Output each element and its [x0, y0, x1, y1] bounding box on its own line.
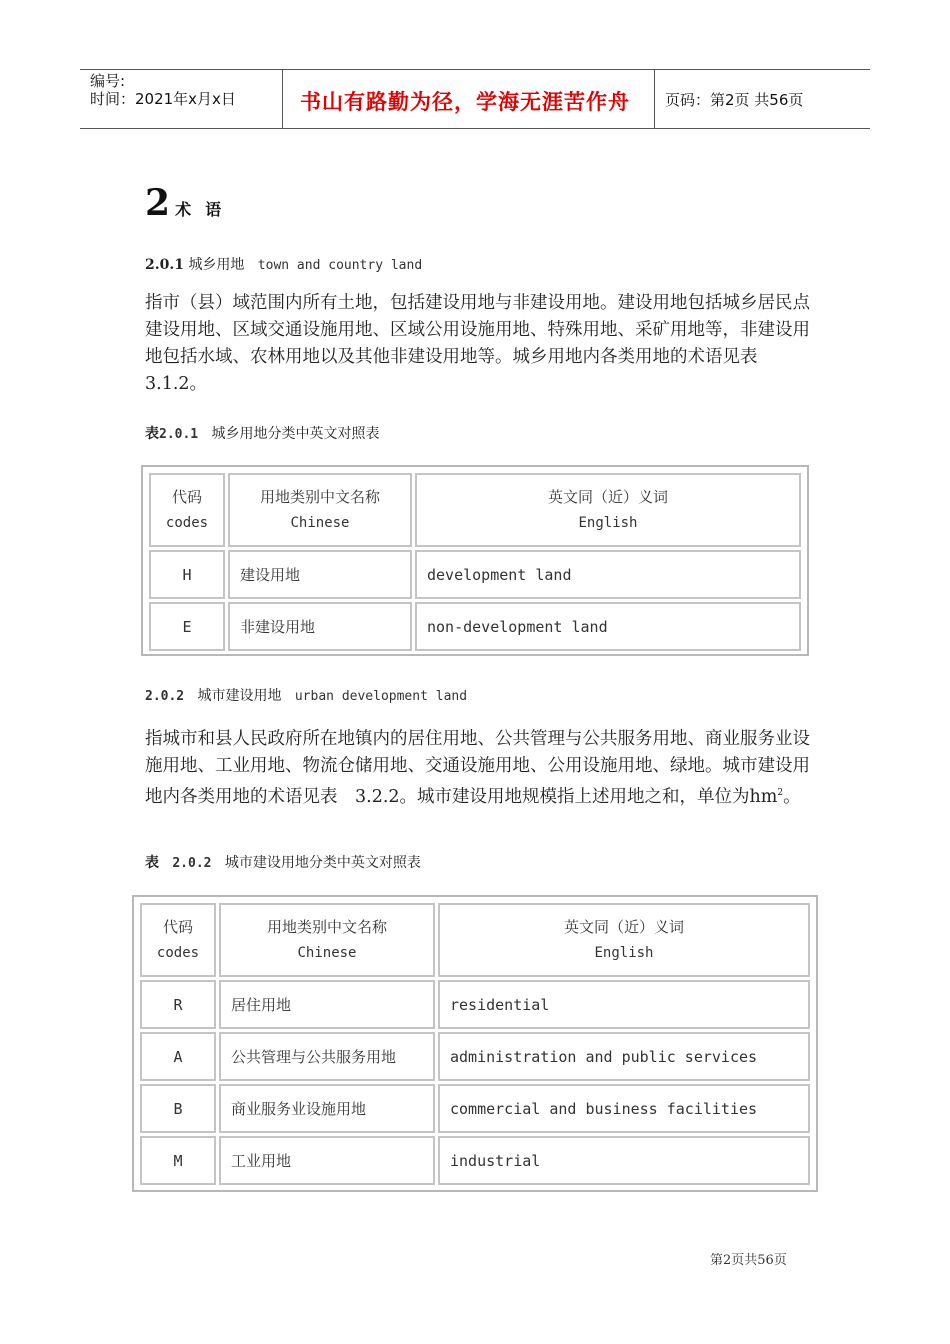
- table-2-0-2: [132, 895, 818, 1192]
- cell-cn: 建设用地: [228, 550, 412, 599]
- cell-code: R: [140, 980, 216, 1029]
- cell-code: M: [140, 1136, 216, 1185]
- cell-en: development land: [415, 550, 801, 599]
- cell-code: H: [149, 550, 225, 599]
- cell-en: commercial and business facilities: [438, 1084, 810, 1133]
- header-name-en: Chinese: [290, 515, 350, 531]
- header-cell-code: [140, 903, 216, 977]
- table-row: [140, 1032, 810, 1081]
- cell-cn: 工业用地: [219, 1136, 435, 1185]
- table-header-row: [149, 473, 801, 547]
- header-cell-synonym: [438, 903, 810, 977]
- header-number-label: 编号:: [90, 72, 126, 90]
- caption-id: 2.0.2: [172, 856, 212, 871]
- section-id: 2.0.1: [145, 257, 184, 273]
- table-row: [149, 602, 801, 651]
- table-grid: [137, 900, 813, 1188]
- cell-code: B: [140, 1084, 216, 1133]
- header-syn-en: English: [578, 515, 638, 531]
- cell-en: industrial: [438, 1136, 810, 1185]
- section-2-0-1-paragraph: 指市（县）域范围内所有土地，包括建设用地与非建设用地。建设用地包括城乡居民点建设用地、区域交通设施用地、区域公用设施用地、特殊用地、采矿用地等，非建设用地包括水域、农林用地以及其他非建设用地等。城乡用地内各类用地的术语见表3.1.2。: [145, 293, 810, 394]
- table-header-row: [140, 903, 810, 977]
- header-divider-left: [282, 69, 283, 129]
- section-2-0-1-heading: [145, 254, 422, 274]
- table-2-0-2-caption: [145, 852, 421, 872]
- cell-en: administration and public services: [438, 1032, 810, 1081]
- header-page-info: 页码：第2页 共56页: [665, 91, 804, 109]
- section-2-0-2-paragraph: [145, 726, 815, 811]
- paragraph-end: 。: [783, 786, 801, 807]
- cell-en: residential: [438, 980, 810, 1029]
- cell-code: A: [140, 1032, 216, 1081]
- cell-cn: 居住用地: [219, 980, 435, 1029]
- header-name-cn: 用地类别中文名称: [259, 488, 380, 506]
- header-syn-cn: 英文同（近）义词: [563, 918, 684, 936]
- header-motto: 书山有路勤为径，学海无涯苦作舟: [300, 90, 630, 114]
- header-code-en: codes: [165, 515, 209, 531]
- header-cell-synonym: [415, 473, 801, 547]
- cell-cn: 非建设用地: [228, 602, 412, 651]
- table-2-0-1-caption: [145, 423, 380, 443]
- section-title-cn: 城乡用地: [188, 257, 245, 273]
- section-title-cn: 城市建设用地: [197, 688, 282, 704]
- table-row: [149, 550, 801, 599]
- cell-code: E: [149, 602, 225, 651]
- caption-prefix: 表: [145, 855, 159, 871]
- footer-page-number: 第2页共56页: [710, 1253, 787, 1268]
- header-code-en: codes: [156, 945, 200, 961]
- cell-cn: 公共管理与公共服务用地: [219, 1032, 435, 1081]
- table-grid: [146, 470, 804, 654]
- header-code-cn: 代码: [171, 488, 202, 506]
- header-time: 时间：2021年x月x日: [90, 90, 236, 108]
- cell-cn: 商业服务业设施用地: [219, 1084, 435, 1133]
- caption-title: 城市建设用地分类中英文对照表: [224, 855, 421, 871]
- chapter-heading: [145, 182, 235, 224]
- header-syn-en: English: [594, 945, 654, 961]
- header-cell-code: [149, 473, 225, 547]
- table-row: [140, 1136, 810, 1185]
- paragraph-superscript: 2: [777, 788, 784, 798]
- header-syn-cn: 英文同（近）义词: [547, 488, 668, 506]
- section-id: 2.0.2: [145, 689, 185, 704]
- caption-title: 城乡用地分类中英文对照表: [211, 426, 380, 442]
- header-code-cn: 代码: [162, 918, 193, 936]
- header-name-cn: 用地类别中文名称: [266, 918, 387, 936]
- header-name-en: Chinese: [297, 945, 357, 961]
- section-2-0-2-heading: [145, 685, 467, 705]
- table-row: [140, 980, 810, 1029]
- table-2-0-1: [141, 465, 809, 656]
- section-title-en: town and country land: [257, 258, 423, 273]
- header-cell-name: [228, 473, 412, 547]
- chapter-number: 2: [145, 182, 171, 224]
- header-divider-right: [654, 69, 655, 129]
- header-bottom-rule: [80, 128, 870, 129]
- caption-id: 2.0.1: [159, 427, 199, 442]
- chapter-title: 术语: [175, 200, 236, 219]
- header-cell-name: [219, 903, 435, 977]
- cell-en: non-development land: [415, 602, 801, 651]
- paragraph-main: 指城市和县人民政府所在地镇内的居住用地、公共管理与公共服务用地、商业服务业设施用地、工业用地、物流仓储用地、交通设施用地、公用设施用地、绿地。城市建设用地内各类用地的术语见表 3.2.2。城市建设用地规模指上述用地之和，单位为hm: [145, 729, 810, 807]
- section-title-en: urban development land: [294, 689, 468, 704]
- caption-prefix: 表: [145, 426, 159, 442]
- table-row: [140, 1084, 810, 1133]
- header-top-rule: [80, 69, 870, 70]
